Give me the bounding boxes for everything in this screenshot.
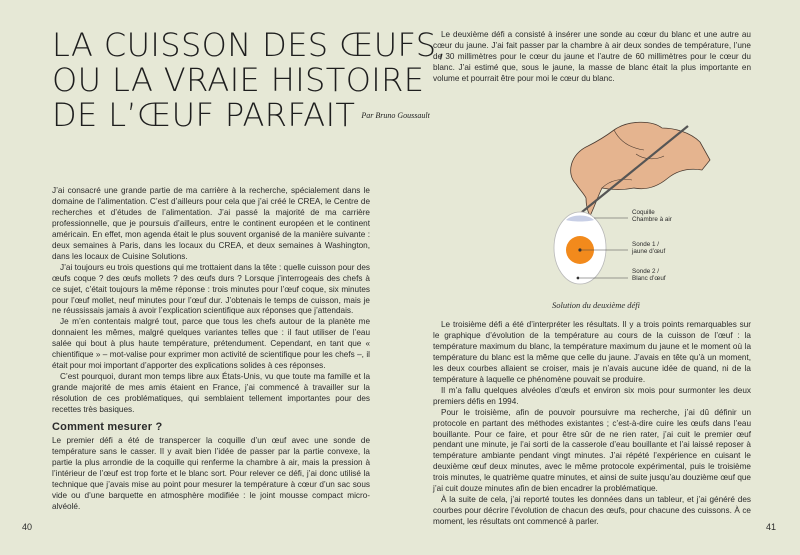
article-title (52, 26, 448, 134)
paragraph: J’ai consacré une grande partie de ma carrière à la recherche, spécialement dans le domaine de l’alimentation. C’est d’ailleurs pour cela que j’ai créé le CREA, le Centre de recherches et d’études de l’alimentation. J’ai passé la majorité de ma carrière professionnelle, que je poursuis d’ailleurs, entre le continent européen et le continent américain. En effet, mon agenda était le plus souvent organisé de la manière suivante : deux semaines à Paris, dans les locaux du CREA, et deux semaines à Washington, dans les locaux de Cuisine Solutions. (52, 186, 370, 261)
title-line-3-text: DE L’ŒUF PARFAIT (52, 96, 356, 134)
label-probe-2 (632, 268, 666, 283)
label-probe-1-line1: Sonde 1 / (632, 241, 659, 248)
egg-probe-illustration (540, 108, 720, 298)
label-shell-line1: Coquille (632, 209, 655, 216)
byline: Par Bruno Goussault (361, 111, 430, 120)
paragraph: Le deuxième défi a consisté à insérer une sonde au cœur du blanc et une autre au cœur du jaune. J’ai fait passer par la chambre à air deux sondes de température, l’une de 30 millimètres pour le cœur du jaune et l’autre de 60 millimètres pour le cœur du blanc. J’ai estimé que, sous le jaune, la masse de blanc était la plus importante en volume et pourrait être pour moi le cœur du blanc. (433, 30, 751, 83)
paragraph: Pour le troisième, afin de pouvoir poursuivre ma recherche, j’ai dû définir un protocole en partant des méthodes existantes ; c’est-à-dire cuire les œufs dans l’eau bouillante. Pour ce faire, et pour être sûr de ne rien rater, j’ai cuit le premier œuf pendant une minute, je l’ai sorti de la casserole d’eau bouillante et l’ai laissé reposer à température ambiante pendant vingt minutes. J’ai répété l’expérience en cuisant le deuxième œuf deux minutes, avec le même protocole expérimental, puis le troisième trois minutes, le quatrième quatre minutes, et ainsi de suite jusqu’au douzième œuf que j’ai cuit douze minutes afin de bien encadrer la problématique. (433, 407, 751, 494)
egg-probe-drawing (540, 108, 720, 298)
label-shell-line2: Chambre à air (632, 216, 672, 224)
label-probe-1 (632, 241, 665, 256)
label-shell (632, 209, 672, 224)
page-number: 41 (766, 522, 777, 532)
label-probe-1-line2: jaune d’œuf (632, 248, 666, 256)
paragraph: Je m’en contentais malgré tout, parce que tous les chefs autour de la planète me donnaient les mêmes, malgré quelques variantes telles que : il faut utiliser de l’eau salée qui bout à plus haute température, prétendument. Cependant, en tant que « chientifique » – mot-valise pour exprimer mon activité de scientifique pour les chefs –, il était pour moi important d’apporter des explications solides à ces réponses. (52, 317, 370, 371)
label-probe-2-line2: Blanc d’œuf (632, 275, 666, 283)
figure-caption: Solution du deuxième défi (551, 300, 641, 310)
paragraph: Le troisième défi a été d’interpréter les résultats. Il y a trois points remarquables sur le graphique d’évolution de la température au cours de la cuisson de l’œuf : la température maximum du blanc, la température maximum du jaune et le moment où la température du blanc est la même que celle du jaune. J’avais en tête qu’à un moment, les deux courbes allaient se croiser, mais je n’avais aucune idée de quand, ni de la température à laquelle ce phénomène pouvait se produire. (433, 320, 751, 384)
page-number: 40 (22, 522, 33, 532)
right-page (400, 0, 800, 555)
paragraph: C’est pourquoi, durant mon temps libre aux États-Unis, vu que toute ma famille et la grande majorité de mes amis étaient en France, j’ai commencé à travailler sur la résolution de ces problématiques, qui semblaient tellement importantes pour des recettes très basiques. (52, 372, 370, 415)
left-column-text (52, 186, 370, 513)
title-line-1: LA CUISSON DES ŒUFS, (52, 26, 448, 64)
title-line-3 (52, 96, 430, 134)
hand-icon (571, 122, 710, 216)
paragraph: Le premier défi a été de transpercer la coquille d’un œuf avec une sonde de température sans le casser. Il y avait bien l’idée de passer par la partie convexe, la partie la plus arrondie de la coquille qui renferme la chambre à air, mais la pression à l’intérieur de l’œuf est trop forte et le blanc sort. Pour relever ce défi, j’ai donc utilisé la technique que j’avais mise au point pour mesurer la température à cœur d’un sac sous vide ou d’une barquette en atmosphère modifiée : le joint mousse compact micro-alvéolé. (52, 435, 370, 511)
right-top-text (433, 30, 751, 85)
paragraph: J’ai toujours eu trois questions qui me trottaient dans la tête : quelle cuisson pour des œufs coque ? des œufs mollets ? des œufs durs ? Lorsque j’interrogeais des chefs à ce sujet, c’était toujours la même réponse : trois minutes pour l’œuf coque, six minutes pour l’œuf mollet, neuf minutes pour l’œuf dur. J’obtenais le temps de cuisson, mais je ne réussissais jamais à avoir l’explication scientifique aux réponses que j’attendais. (52, 262, 370, 316)
section-heading: Comment mesurer ? (52, 421, 163, 434)
right-bottom-text (433, 320, 751, 528)
paragraph: Il m’a fallu quelques alvéoles d’œufs et environ six mois pour surmonter les deux premiers défis en 1994. (433, 385, 751, 406)
paragraph: À la suite de cela, j’ai reporté toutes les données dans un tableur, et j’ai généré des courbes pour décrire l’évolution de chacun des œufs, pour chacune des cuissons. À ce moment, les résultats ont commencé à parler. (433, 495, 751, 527)
title-line-2: OU LA VRAIE HISTOIRE (52, 61, 425, 99)
label-probe-2-line1: Sonde 2 / (632, 268, 659, 275)
